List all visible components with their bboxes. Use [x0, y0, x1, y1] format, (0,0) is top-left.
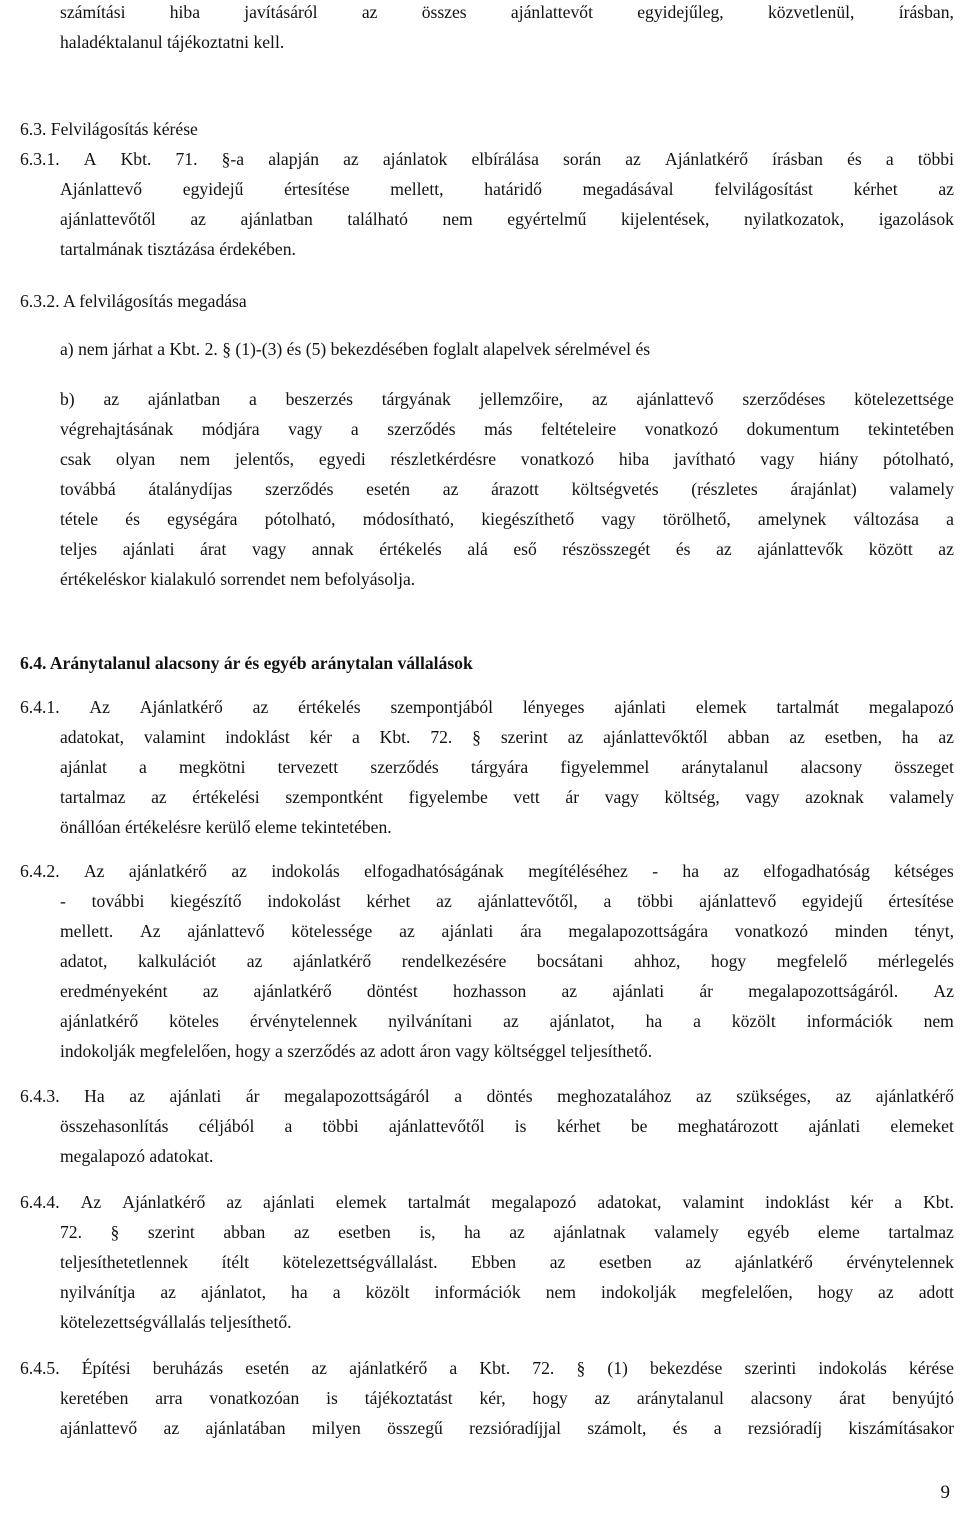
- text-line: ajánlattevő az ajánlatában milyen összegű rezsióradíjjal számolt, és a rezsióradíj kiszámításakor: [60, 1418, 954, 1438]
- text-line: 6.4.2. Az ajánlatkérő az indokolás elfogadhatóságának megítéléséhez - ha az elfogadhatóság kétséges: [20, 861, 954, 881]
- section-heading: 6.4. Aránytalanul alacsony ár és egyéb aránytalan vállalások: [20, 653, 473, 673]
- text-line: indokolják megfelelően, hogy a szerződés az adott áron vagy költséggel teljesíthető.: [60, 1041, 653, 1061]
- text-line: tétele és egységára pótolható, módosítható, kiegészíthető vagy törölhető, amelynek változása a: [60, 509, 954, 529]
- text-line: eredményeként az ajánlatkérő döntést hozhasson az ajánlati ár megalapozottságáról. Az: [60, 981, 954, 1001]
- text-line: végrehajtásának módjára vagy a szerződés más feltételeire vonatkozó dokumentum tekintetében: [60, 419, 954, 439]
- text-line: teljesíthetetlennek ítélt kötelezettségvállalást. Ebben az esetben az ajánlatkérő érvénytelennek: [60, 1252, 954, 1272]
- text-line: 72. § szerint abban az esetben is, ha az ajánlatnak valamely egyéb eleme tartalmaz: [60, 1222, 954, 1242]
- text-line: összehasonlítás céljából a többi ajánlattevőtől is kérhet be meghatározott ajánlati elemeket: [60, 1116, 954, 1136]
- text-line: 6.4.5. Építési beruházás esetén az ajánlatkérő a Kbt. 72. § (1) bekezdése szerinti indokolás kérése: [20, 1358, 954, 1378]
- text-line: 6.3.1. A Kbt. 71. §-a alapján az ajánlatok elbírálása során az Ajánlatkérő írásban és a többi: [20, 149, 954, 169]
- text-line: a) nem járhat a Kbt. 2. § (1)-(3) és (5) bekezdésében foglalt alapelvek sérelmével és: [60, 339, 651, 359]
- text-line: adatot, kalkulációt az ajánlatkérő rendelkezésére bocsátani ahhoz, hogy megfelelő mérlegelés: [60, 951, 954, 971]
- text-line: ajánlattevőtől az ajánlatban található nem egyértelmű kijelentések, nyilatkozatok, igazolások: [60, 209, 954, 229]
- text-line: továbbá átalánydíjas szerződés esetén az árazott költségvetés (részletes árajánlat) valamely: [60, 479, 954, 499]
- text-line: értékeléskor kialakuló sorrendet nem befolyásolja.: [60, 569, 416, 589]
- text-line: megalapozó adatokat.: [60, 1146, 214, 1166]
- text-line: ajánlat a megkötni tervezett szerződés tárgyára figyelemmel aránytalanul alacsony összeget: [60, 757, 954, 777]
- page-number: 9: [940, 1482, 950, 1503]
- text-line: 6.3. Felvilágosítás kérése: [20, 119, 198, 139]
- text-line: önállóan értékelésre kerülő eleme tekintetében.: [60, 817, 392, 837]
- text-line: 6.4.1. Az Ajánlatkérő az értékelés szempontjából lényeges ajánlati elemek tartalmát megalapozó: [20, 697, 954, 717]
- text-line: adatokat, valamint indoklást kér a Kbt. 72. § szerint az ajánlattevőktől abban az esetben, ha az: [60, 727, 954, 747]
- text-line: 6.3.2. A felvilágosítás megadása: [20, 291, 247, 311]
- text-line: haladéktalanul tájékoztatni kell.: [60, 32, 285, 52]
- text-line: mellett. Az ajánlattevő kötelessége az ajánlati ára megalapozottságára vonatkozó minden tényt,: [60, 921, 954, 941]
- text-line: teljes ajánlati árat vagy annak értékelés alá eső részösszegét és az ajánlattevők között az: [60, 539, 954, 559]
- text-line: keretében arra vonatkozóan is tájékoztatást kér, hogy az aránytalanul alacsony árat benyújtó: [60, 1388, 954, 1408]
- text-line: Ajánlattevő egyidejű értesítése mellett, határidő megadásával felvilágosítást kérhet az: [60, 179, 954, 199]
- text-line: ajánlatkérő köteles érvénytelennek nyilvánítani az ajánlatot, ha a közölt információk nem: [60, 1011, 954, 1031]
- text-line: 6.4.3. Ha az ajánlati ár megalapozottságáról a döntés meghozatalához az szükséges, az ajánlatkérő: [20, 1086, 954, 1106]
- text-line: tartalmának tisztázása érdekében.: [60, 239, 296, 259]
- text-line: 6.4.4. Az Ajánlatkérő az ajánlati elemek tartalmát megalapozó adatokat, valamint indoklást kér a Kbt.: [20, 1192, 954, 1212]
- text-line: tartalmaz az értékelési szempontként figyelembe vett ár vagy költség, vagy azoknak valamely: [60, 787, 954, 807]
- text-line: b) az ajánlatban a beszerzés tárgyának jellemzőire, az ajánlattevő szerződéses kötelezettsége: [60, 389, 954, 409]
- text-line: nyilvánítja az ajánlatot, ha a közölt információk nem indokolják megfelelően, hogy az adott: [60, 1282, 954, 1302]
- text-line: számítási hiba javításáról az összes ajánlattevőt egyidejűleg, közvetlenül, írásban,: [60, 2, 954, 22]
- text-line: csak olyan nem jelentős, egyedi részletkérdésre vonatkozó hiba javítható vagy hiány pótolható,: [60, 449, 954, 469]
- text-line: - további kiegészítő indokolást kérhet az ajánlattevőtől, a többi ajánlattevő egyidejű értesítése: [60, 891, 954, 911]
- text-line: kötelezettségvállalás teljesíthető.: [60, 1312, 292, 1332]
